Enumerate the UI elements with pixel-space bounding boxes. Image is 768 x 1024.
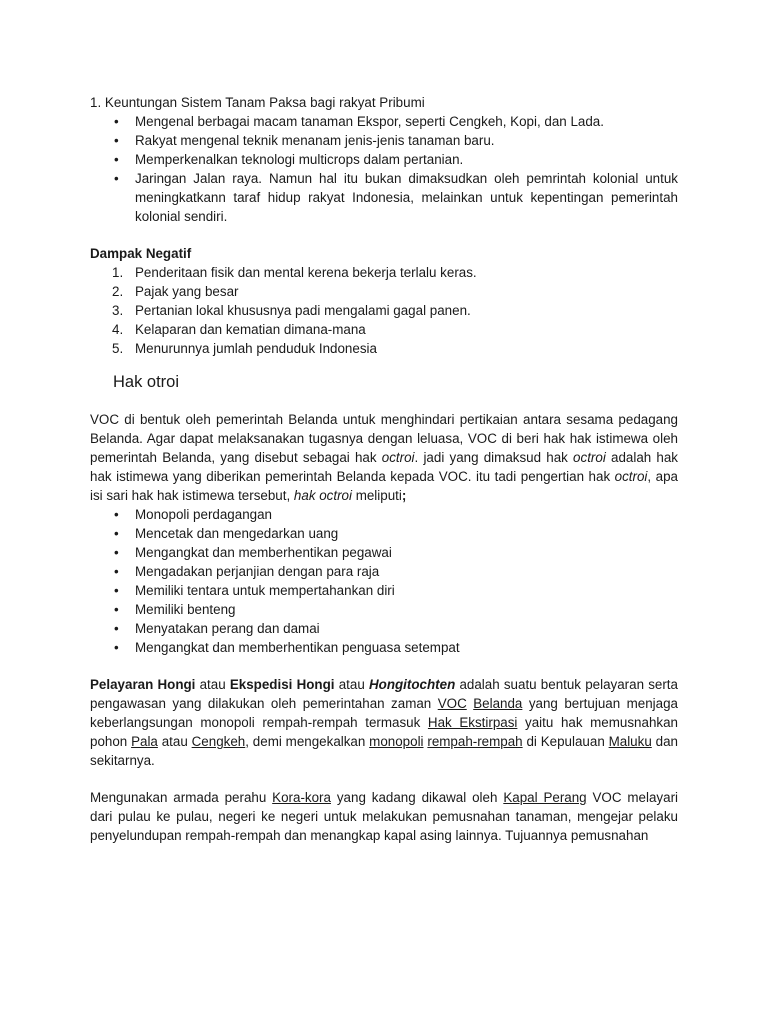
list-number: 4. [112,322,124,337]
text-run: VOC melayari dari pulau ke pulau, negeri ke negeri untuk melakukan pemusnahan tanaman, mengejar pelaku penyelundupan rempah-rempah dan menangkap kapal asing lainnya. Tujuannya pemusnahan [90,790,679,843]
list-item-text: Penderitaan fisik dan mental kerena bekerja terlalu keras. [135,265,477,280]
list-number: 3. [112,303,124,318]
text-run: yang kadang dikawal oleh [330,790,504,805]
text-run: VOC di bentuk oleh pemerintah Belanda untuk menghindari pertikaian antara sesama pedagang Belanda. Agar dapat melaksanakan tugasnya dengan leluasa, VOC di beri hak hak istimewa oleh pemerintah Belanda, yang disebut sebagai hak [90,412,678,465]
term-hongitochten: Hongitochten [368,677,456,692]
term-ekspedisi-hongi: Ekspedisi Hongi [229,677,335,692]
bullet-marker: • [114,621,119,636]
text-run: dan sekitarnya. [90,734,678,768]
octroi-term: octroi [614,469,648,484]
list-item [90,282,678,301]
list-item-text: Mengadakan perjanjian dengan para raja [135,564,380,579]
link-rempah-rempah[interactable]: rempah-rempah [427,734,523,749]
link-kapal-perang[interactable]: Kapal Perang [503,790,587,805]
text-run: di Kepulauan [522,734,609,749]
link-hak-ekstirpasi[interactable]: Hak Ekstirpasi [427,715,518,730]
list-item-text: Jaringan Jalan raya. Namun hal itu bukan dimaksudkan oleh pemrintah kolonial untuk meningkatkann taraf hidup rakyat Indonesia, melainkan untuk kepentingan pemerintah kolonial sendiri. [135,171,678,224]
list-item [90,131,678,150]
bullet-marker: • [114,526,119,541]
text-run: meliputi [351,488,402,503]
list-item [90,619,678,638]
term-pelayaran-hongi: Pelayaran Hongi [90,677,196,692]
text-run: atau [157,734,192,749]
list-item [90,505,678,524]
list-item [90,524,678,543]
list-item [90,112,678,131]
text-run: atau [334,677,369,692]
bullet-marker: • [114,564,119,579]
keuntungan-list [90,112,678,226]
text-run: yaitu hak memusnahkan pohon [90,715,678,749]
text-run: . jadi yang dimaksud hak [414,450,574,465]
list-item-text: Memiliki tentara untuk mempertahankan diri [135,583,395,598]
bullet-marker: • [114,114,119,129]
text-run-bold: ; [401,488,407,503]
pelayaran-hongi-paragraph [90,675,678,770]
list-item-text: Kelaparan dan kematian dimana-mana [135,322,366,337]
link-pala[interactable]: Pala [131,734,158,749]
document-page [90,93,678,845]
list-item [90,638,678,657]
bullet-marker: • [114,171,119,186]
text-run: , apa isi sari hak hak istimewa tersebut, [90,469,678,503]
bullet-marker: • [114,602,119,617]
list-item-text: Mencetak dan mengedarkan uang [135,526,339,541]
list-item [90,301,678,320]
kora-kora-paragraph [90,788,678,845]
text-run: , demi mengekalkan [245,734,370,749]
list-item-text: Mengangkat dan memberhentikan penguasa setempat [135,640,460,655]
list-item-text: Mengangkat dan memberhentikan pegawai [135,545,392,560]
list-item-text: Pertanian lokal khususnya padi mengalami gagal panen. [135,303,471,318]
link-kora-kora[interactable]: Kora-kora [272,790,331,805]
octroi-term: octroi [381,450,415,465]
hak-istimewa-list [90,505,678,657]
octroi-term: octroi [573,450,606,465]
list-item-text: Monopoli perdagangan [135,507,272,522]
text-run: yang bertujuan menjaga keberlangsungan monopoli rempah-rempah termasuk [90,696,678,730]
text-run: atau [195,677,230,692]
dampak-list [90,263,678,358]
link-cengkeh[interactable]: Cengkeh [191,734,246,749]
voc-paragraph [90,410,678,505]
list-item [90,581,678,600]
hak-otroi-heading: Hak otroi [113,373,180,391]
link-belanda[interactable]: Belanda [473,696,523,711]
list-item [90,339,678,358]
list-item [90,150,678,169]
list-item-text: Menurunnya jumlah penduduk Indonesia [135,341,377,356]
list-item [90,169,678,226]
octroi-term: hak octroi [293,488,352,503]
bullet-marker: • [114,507,119,522]
list-item [90,543,678,562]
list-item-text: Memperkenalkan teknologi multicrops dalam pertanian. [135,152,464,167]
list-item-text: Pajak yang besar [135,284,239,299]
list-number: 2. [112,284,124,299]
list-item [90,562,678,581]
list-item [90,600,678,619]
text-run: adalah hak hak istimewa yang diberikan pemerintah Belanda kepada VOC. itu tadi pengertian hak [90,450,679,484]
list-item [90,263,678,282]
bullet-marker: • [114,545,119,560]
dampak-negatif-heading: Dampak Negatif [90,246,192,261]
list-item-text: Menyatakan perang dan damai [135,621,320,636]
bullet-marker: • [114,640,119,655]
link-voc[interactable]: VOC [437,696,467,711]
bullet-marker: • [114,133,119,148]
list-item-text: Memiliki benteng [135,602,236,617]
list-number: 1. [112,265,124,280]
list-item [90,320,678,339]
link-monopoli[interactable]: monopoli [369,734,424,749]
bullet-marker: • [114,583,119,598]
list-item-text: Rakyat mengenal teknik menanam jenis-jenis tanaman baru. [135,133,495,148]
text-run: Mengunakan armada perahu [90,790,273,805]
link-maluku[interactable]: Maluku [608,734,652,749]
section-title-keuntungan: 1. Keuntungan Sistem Tanam Paksa bagi rakyat Pribumi [90,95,425,110]
list-number: 5. [112,341,124,356]
bullet-marker: • [114,152,119,167]
text-run: adalah suatu bentuk pelayaran serta pengawasan yang dilakukan oleh pemerintahan zaman [90,677,678,711]
list-item-text: Mengenal berbagai macam tanaman Ekspor, seperti Cengkeh, Kopi, dan Lada. [135,114,604,129]
